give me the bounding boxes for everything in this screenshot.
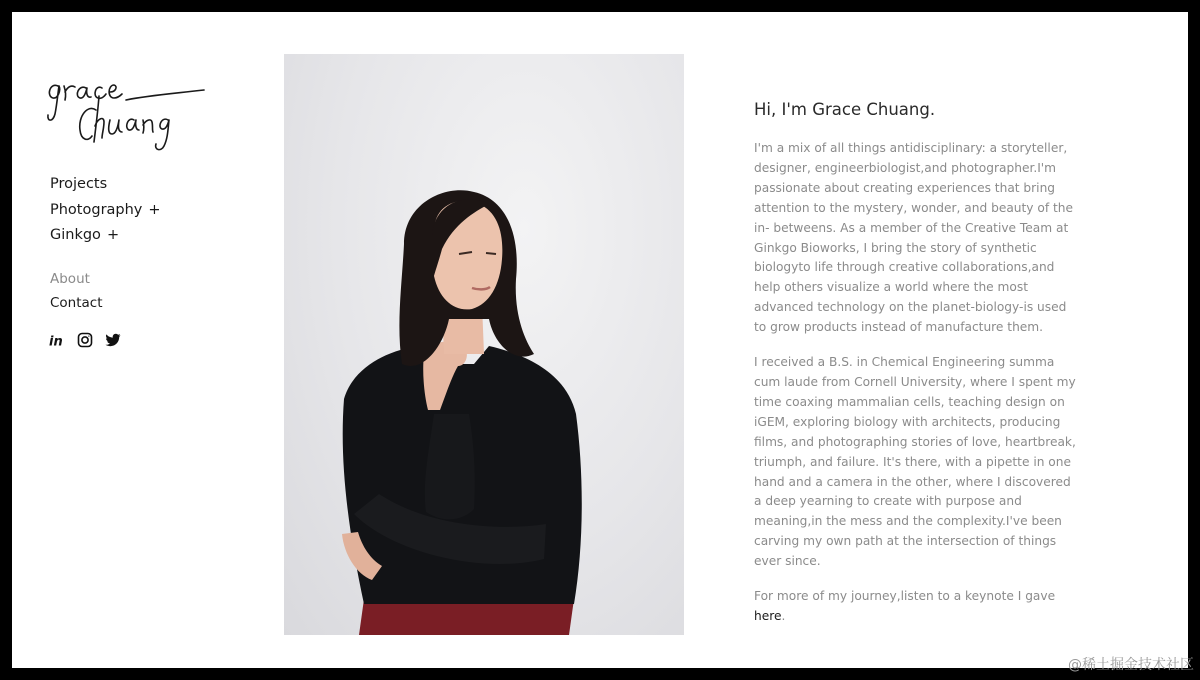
bio-section [754,100,1079,642]
page-title: Hi, I'm Grace Chuang. [754,100,936,119]
keynote-text: For more of my journey,listen to a keynote I gave [754,589,1056,604]
nav-ginkgo-label: Ginkgo [50,227,101,243]
bio-paragraph-3 [754,587,1079,627]
secondary-nav [50,267,103,315]
bio-paragraph-1: I'm a mix of all things antidisciplinary: a storyteller, designer, engineerbiologist,and photographer.I'm passionate about creating experiences that bring attention to the mystery, wonder, and beauty of the in- betweens. As a member of the Creative Team at Ginkgo Bioworks, I bring the story of synthetic biologyto life through creative collaborations,and help others visualize a world where the most advanced technology on the planet-biology-is used to grow products instead of manufacture them. [754,141,1073,335]
grace-chuang-logo[interactable] [44,70,209,152]
bio-paragraph-2: I received a B.S. in Chemical Engineering summa cum laude from Cornell University, where I spent my time coaxing mammalian cells, teaching design on iGEM, exploring biology with architects, producing films, and photographing stories of love, heartbreak, triumph, and failure. It's there, with a pipette in one hand and a camera in the other, where I discovered a deep yearning to create with purpose and meaning,in the mess and the complexity.I've been carving my own path at the intersection of things ever since. [754,355,1076,569]
nav-projects[interactable] [50,172,161,198]
social-links [49,332,121,348]
nav-projects-label: Projects [50,176,108,192]
nav-ginkgo[interactable] [50,223,161,249]
keynote-suffix: . [781,608,786,623]
portrait-photo [284,54,684,635]
twitter-icon[interactable] [105,332,121,348]
linkedin-icon[interactable] [49,332,65,348]
nav-about[interactable]: About [50,271,90,287]
nav-photography-label: Photography [50,201,143,218]
watermark: @稀土掘金技术社区 [1068,657,1194,673]
ginkgo-expand-icon[interactable]: + [106,227,120,243]
svg-text:in: in [49,334,63,348]
instagram-icon[interactable] [77,332,93,348]
primary-nav [50,172,161,249]
photography-expand-icon[interactable]: + [148,201,161,218]
nav-photography[interactable] [50,198,161,224]
page [12,12,1188,668]
keynote-link[interactable]: here [754,608,782,623]
nav-contact[interactable]: Contact [50,295,103,311]
